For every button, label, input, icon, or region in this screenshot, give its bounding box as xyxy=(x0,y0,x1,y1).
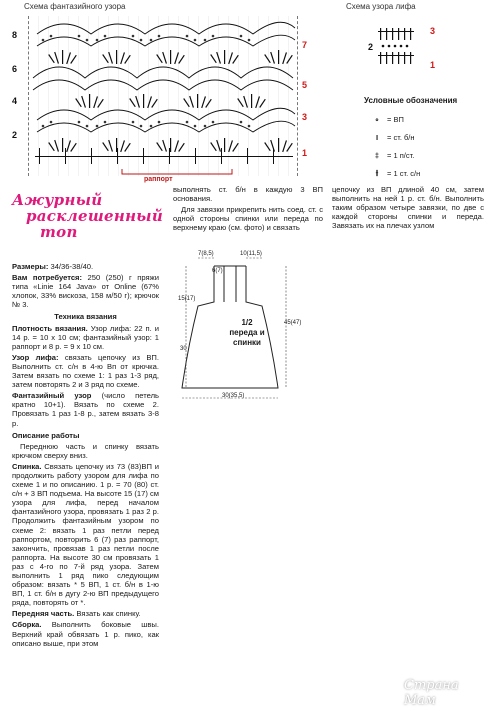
single-crochet-icon: I xyxy=(375,132,379,142)
sizes-label: Размеры: xyxy=(12,262,49,271)
dim-left-width: 7(8,5) xyxy=(198,251,214,257)
legend xyxy=(372,110,482,182)
dim-top-width: 10(11,5) xyxy=(240,251,262,257)
bodice-label: Узор лифа: xyxy=(12,352,59,362)
materials-label: Вам потребуется: xyxy=(12,273,83,283)
bodice-row-number-left: 2 xyxy=(368,42,374,52)
dim-right-height: 45(47) xyxy=(284,320,302,326)
fancy-row-number-left: 6 xyxy=(12,64,18,74)
legend-item xyxy=(372,146,482,164)
instructions-col3-top xyxy=(332,185,484,232)
schematic-label xyxy=(220,318,274,348)
fancy-label: Фантазийный узор xyxy=(12,391,92,401)
dim-strap-width: 6(7) xyxy=(212,268,223,274)
density-label: Плотность вязания. xyxy=(12,323,88,333)
section-heading: Описание работы xyxy=(12,430,80,440)
fancy-row-number-left: 2 xyxy=(12,130,18,140)
bodice-pattern-chart xyxy=(378,22,428,72)
title-line: топ xyxy=(40,223,78,241)
legend-item xyxy=(372,164,482,182)
front-value: Вязать как спинку. xyxy=(76,609,141,619)
dim-left-height: 30 xyxy=(180,346,187,352)
sizes-paragraph xyxy=(12,262,159,271)
fancy-row-number-right: 3 xyxy=(302,112,308,122)
bodice-paragraph xyxy=(12,353,159,389)
schematic-text: переда и спинки xyxy=(229,328,265,347)
bodice-row-number-right: 3 xyxy=(430,26,436,36)
density-paragraph xyxy=(12,324,159,351)
fancy-row-number-right: 7 xyxy=(302,40,308,50)
back-paragraph xyxy=(12,462,159,608)
front-label: Передняя часть. xyxy=(12,609,75,619)
legend-item-text: = ст. б/н xyxy=(387,132,415,142)
half-double-crochet-icon: ‡ xyxy=(374,150,380,160)
front-paragraph xyxy=(12,609,159,618)
legend-title: Условные обозначения xyxy=(364,96,458,105)
fancy-row-number-right: 5 xyxy=(302,80,308,90)
work-intro-paragraph: Переднюю часть и спинку вязать крючком сверху вниз. xyxy=(12,441,159,460)
title-line: расклешенный xyxy=(26,207,164,225)
double-crochet-icon: ⫲ xyxy=(375,168,379,177)
col3-paragraph: цепочку из ВП длиной 40 см, затем выполнить на ней 1 р. ст. б/н. Выполнить таким образом четыре завязки, по две с каждой стороны спинки и переда. Завязать их на плечах узлом xyxy=(332,185,484,231)
back-label: Спинка. xyxy=(12,461,42,471)
assembly-value: Выполнить боковые швы. Верхний край обвязать 1 р. пико, как описано выше, при этом xyxy=(12,620,159,648)
materials-value: 250 (250) г пряжи типа «Linie 164 Java» от Online (67% хлопок, 33% вискоза, 158 м/50 г); крючок № 3. xyxy=(12,273,159,310)
back-value: Связать цепочку из 73 (83)ВП и продолжить работу узором для лифа по схеме 1 и по описанию. 1 р. = 70 (80) ст. с/н + 3 ВП подъема. На высоте 15 (17) см узора для лифа, перед началом фантазийного узора, провязать 1 раз 2 р. Продолжить фантазийным узором по схеме 2: вязать 1 раз петли перед раппортом, повторить 6 (7) раз раппорт, закончить, провязав 1 раз петли после раппорта. На высоте 30 см провязать 1 раз с 4-го по 7-й ряд узора. Затем выполнить 1 ряд пико следующим образом: вязать * 5 ВП, 1 ст. б/н в 1-ю ВП, 1 ст. б/н в дугу 2-ю ВП предыдущего ряда, повторять от *. xyxy=(12,461,159,608)
fancy-chart-symbols xyxy=(29,16,299,176)
bodice-row-number-right: 1 xyxy=(430,60,436,70)
materials-paragraph xyxy=(12,273,159,309)
fancy-row-number-left: 8 xyxy=(12,30,18,40)
bodice-chart-symbols xyxy=(378,22,428,72)
assembly-paragraph xyxy=(12,620,159,647)
dim-bottom-width: 30(35,5) xyxy=(222,393,245,399)
fancy-pattern-chart xyxy=(28,16,298,176)
dim-left-upper-height: 15(17) xyxy=(178,296,196,302)
article-title xyxy=(12,192,162,240)
legend-item-text: = 1 ст. с/н xyxy=(387,168,421,178)
fancy-chart-title: Схема фантазийного узора xyxy=(24,2,126,11)
col2-paragraph: Для завязки прикрепить нить соед. ст. с одной стороны спинки или переда по верхнему краю (см. фото) и связать xyxy=(173,205,323,233)
rapport-label: раппорт xyxy=(144,176,173,183)
bodice-chart-title: Схема узора лифа xyxy=(346,2,416,11)
fancy-row-number-right: 1 xyxy=(302,148,308,158)
fancy-row-number-left: 4 xyxy=(12,96,18,106)
title-line: Ажурный xyxy=(12,191,103,209)
col2-paragraph: выполнять ст. б/н в каждую 3 ВП основания. xyxy=(173,185,323,204)
legend-item xyxy=(372,128,482,146)
instructions-col1 xyxy=(12,262,159,650)
instructions-col2-top xyxy=(173,185,323,234)
schematic-fraction: 1/2 xyxy=(241,318,253,327)
fancy-paragraph xyxy=(12,391,159,427)
legend-item-text: = ВП xyxy=(387,114,404,124)
section-heading: Техника вязания xyxy=(54,312,117,322)
sizes-value: 34/36-38/40. xyxy=(50,262,94,271)
chain-symbol-icon: ∘ xyxy=(374,114,380,124)
legend-item xyxy=(372,110,482,128)
fancy-value: (число петель кратно 10+1). Вязать по схеме 2. Провязать 1 раз 1-8 р., затем вязать 3-8 р. xyxy=(12,391,159,428)
bodice-value: связать цепочку из ВП. Выполнить ст. с/н в 4-ю Вп от крючка. Затем вязать по схеме 1: 1 раз 1-3 ряд, затем повторять 2 и 3 ряд по схеме. xyxy=(12,352,159,390)
assembly-label: Сборка. xyxy=(12,620,42,630)
watermark: Страна Мам xyxy=(404,678,459,708)
density-value: Узор лифа: 22 п. и 14 р. = 10 х 10 см; фантазийный узор: 1 раппорт и 8 р. = 9 х 10 см. xyxy=(12,323,159,351)
legend-item-text: = 1 п/ст. xyxy=(387,150,415,160)
